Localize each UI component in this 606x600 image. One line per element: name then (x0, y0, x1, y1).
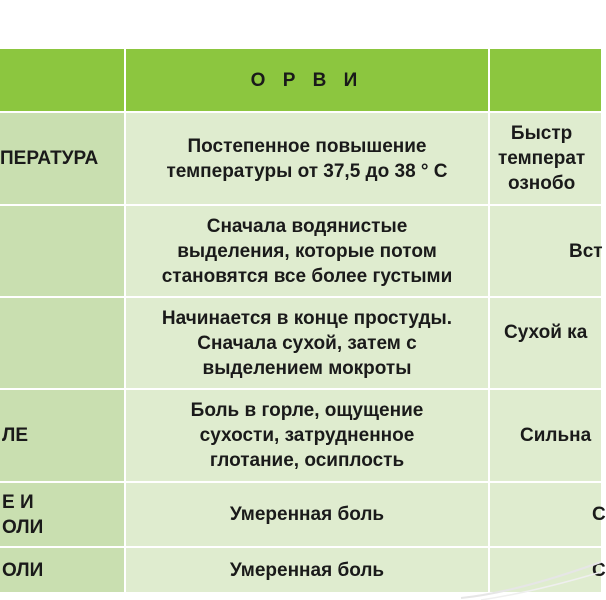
row-2-third: Вст (490, 206, 601, 296)
row-3-orvi: Начинается в конце простуды. Сначала сухой, затем с выделением мокроты (126, 298, 488, 388)
row-3-third: Сухой ка (490, 298, 601, 388)
row-5-orvi: Умеренная боль (126, 483, 488, 546)
row-6-third: С (490, 548, 601, 592)
row-5-symptom: Е И ОЛИ (0, 483, 124, 546)
decorative-curve (461, 560, 601, 600)
row-1-orvi: Постепенное повышение температуры от 37,5 до 38 ° С (126, 113, 488, 204)
header-cell-symptom (0, 49, 124, 111)
row-6-orvi: Умеренная боль (126, 548, 488, 592)
row-1-third: Быстр температ ознобо (490, 113, 601, 204)
row-4-symptom: ЛЕ (0, 390, 124, 481)
row-5-third: С (490, 483, 601, 546)
row-2-symptom (0, 206, 124, 296)
row-6-symptom: ОЛИ (0, 548, 124, 592)
header-cell-third (490, 49, 601, 111)
row-1-symptom: ПЕРАТУРА (0, 113, 124, 204)
row-4-third: Сильна (490, 390, 601, 481)
row-4-orvi: Боль в горле, ощущение сухости, затрудненное глотание, осиплость (126, 390, 488, 481)
row-2-orvi: Сначала водянистые выделения, которые потом становятся все более густыми (126, 206, 488, 296)
header-cell-orvi: О Р В И (126, 49, 488, 111)
row-3-symptom (0, 298, 124, 388)
